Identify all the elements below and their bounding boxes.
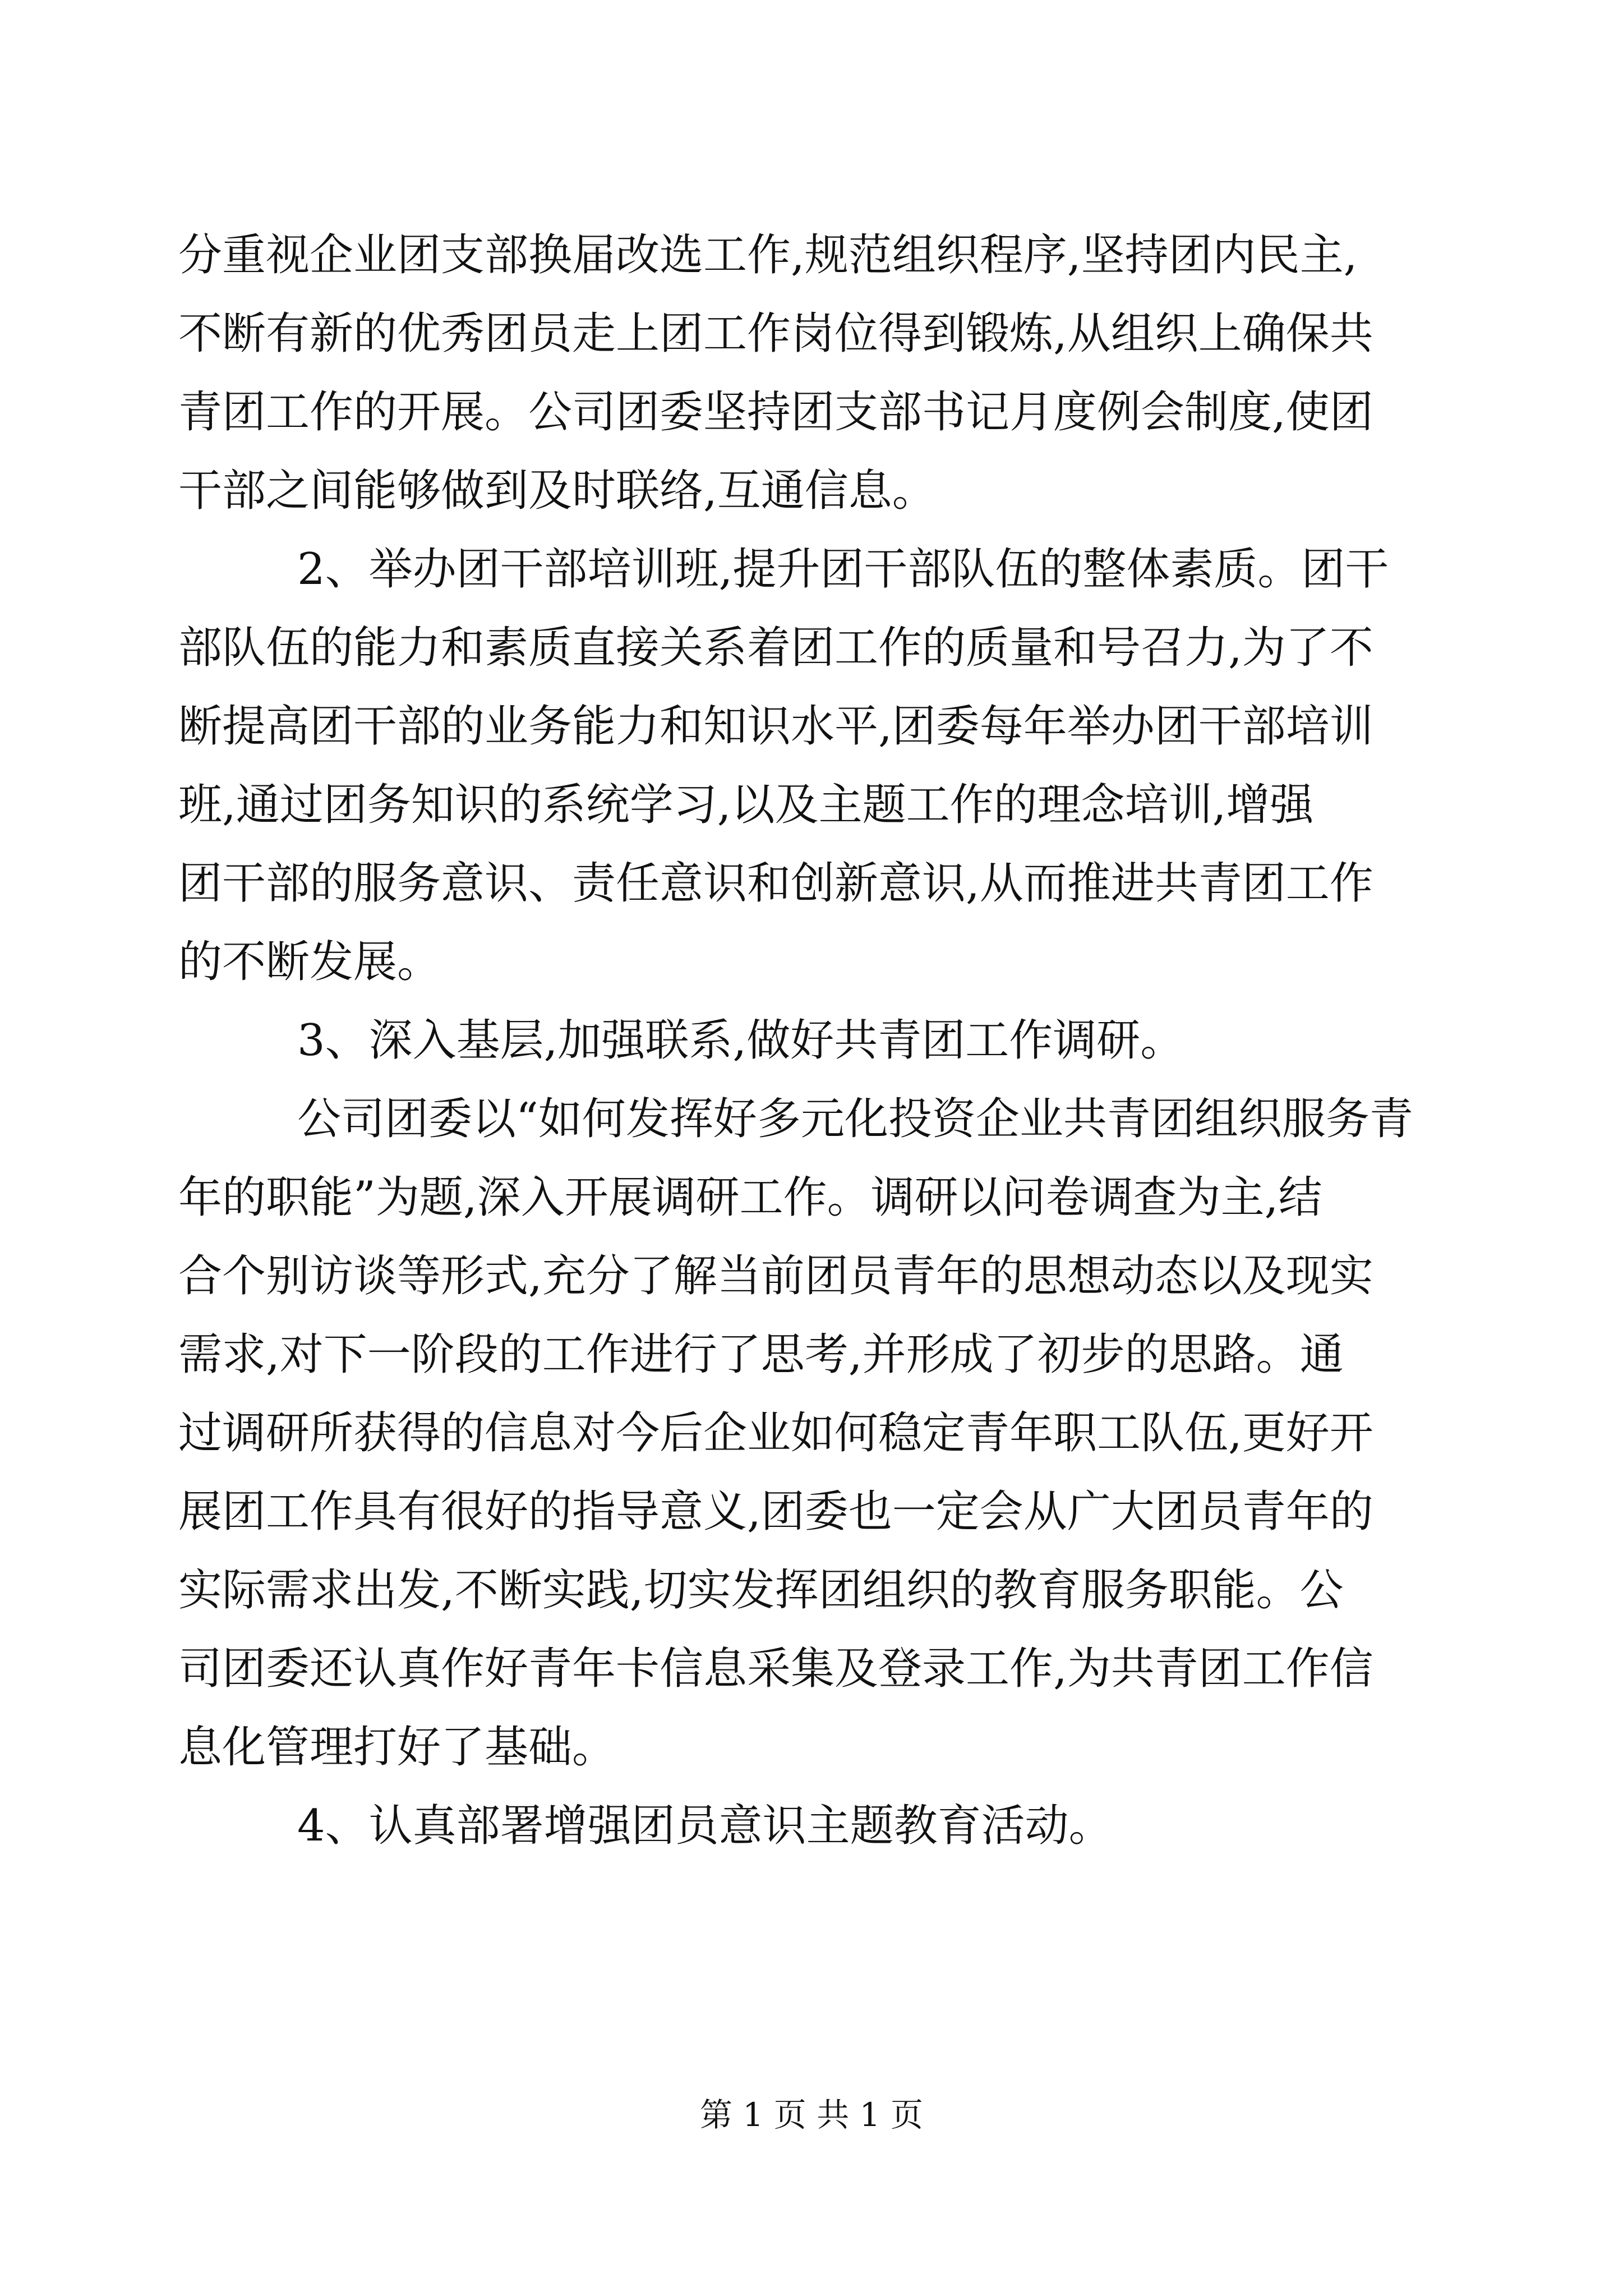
line-text: 4、认真部署增强团员意识主题教育活动。 xyxy=(297,1801,1113,1851)
line-text: 实际需求出发,不断实践,切实发挥团组织的教育服务职能。公 xyxy=(178,1565,1344,1616)
text-line xyxy=(0,1234,1623,1318)
line-text: 合个别访谈等形式,充分了解当前团员青年的思想动态以及现实 xyxy=(178,1251,1373,1301)
text-line xyxy=(0,1470,1623,1554)
text-line xyxy=(0,1313,1623,1397)
line-text: 青团工作的开展。公司团委坚持团支部书记月度例会制度,使团 xyxy=(178,387,1373,438)
line-text: 需求,对下一阶段的工作进行了思考,并形成了初步的思路。通 xyxy=(178,1329,1344,1380)
line-text: 司团委还认真作好青年卡信息采集及登录工作,为共青团工作信 xyxy=(178,1644,1373,1694)
text-line xyxy=(0,1077,1623,1161)
line-text: 团干部的服务意识、责任意识和创新意识,从而推进共青团工作 xyxy=(178,858,1373,909)
line-text: 公司团委以“如何发挥好多元化投资企业共青团组织服务青 xyxy=(297,1094,1413,1144)
text-line xyxy=(0,1391,1623,1475)
line-text: 班,通过团务知识的系统学习,以及主题工作的理念培训,增强 xyxy=(178,780,1314,830)
text-line xyxy=(0,370,1623,454)
text-line xyxy=(0,841,1623,926)
line-text: 年的职能”为题,深入开展调研工作。调研以问卷调查为主,结 xyxy=(178,1172,1322,1223)
line-text: 部队伍的能力和素质直接关系着团工作的质量和号召力,为了不 xyxy=(178,623,1373,673)
line-text: 展团工作具有很好的指导意义,团委也一定会从广大团员青年的 xyxy=(178,1487,1373,1537)
text-line xyxy=(0,999,1623,1083)
line-text: 干部之间能够做到及时联络,互通信息。 xyxy=(178,466,936,516)
line-text: 过调研所获得的信息对今后企业如何稳定青年职工队伍,更好开 xyxy=(178,1408,1373,1458)
line-text: 2、举办团干部培训班,提升团干部队伍的整体素质。团干 xyxy=(297,544,1389,595)
text-line xyxy=(0,1705,1623,1789)
text-line xyxy=(0,1548,1623,1632)
text-line xyxy=(0,606,1623,690)
line-text: 3、深入基层,加强联系,做好共青团工作调研。 xyxy=(297,1015,1184,1066)
text-line xyxy=(0,920,1623,1004)
text-line xyxy=(0,449,1623,533)
line-text: 的不断发展。 xyxy=(178,937,441,987)
text-line xyxy=(0,292,1623,376)
line-text: 不断有新的优秀团员走上团工作岗位得到锻炼,从组织上确保共 xyxy=(178,309,1373,359)
text-line xyxy=(0,763,1623,847)
text-line xyxy=(0,684,1623,769)
text-line xyxy=(0,527,1623,611)
page-footer: 第 1 页 共 1 页 xyxy=(700,2096,923,2134)
line-text: 息化管理打好了基础。 xyxy=(178,1722,616,1773)
text-line xyxy=(0,1627,1623,1711)
text-line xyxy=(0,213,1623,297)
line-text: 分重视企业团支部换届改选工作,规范组织程序,坚持团内民主, xyxy=(178,230,1358,280)
text-line xyxy=(0,1156,1623,1240)
text-line xyxy=(0,1784,1623,1868)
line-text: 断提高团干部的业务能力和知识水平,团委每年举办团干部培训 xyxy=(178,701,1373,752)
